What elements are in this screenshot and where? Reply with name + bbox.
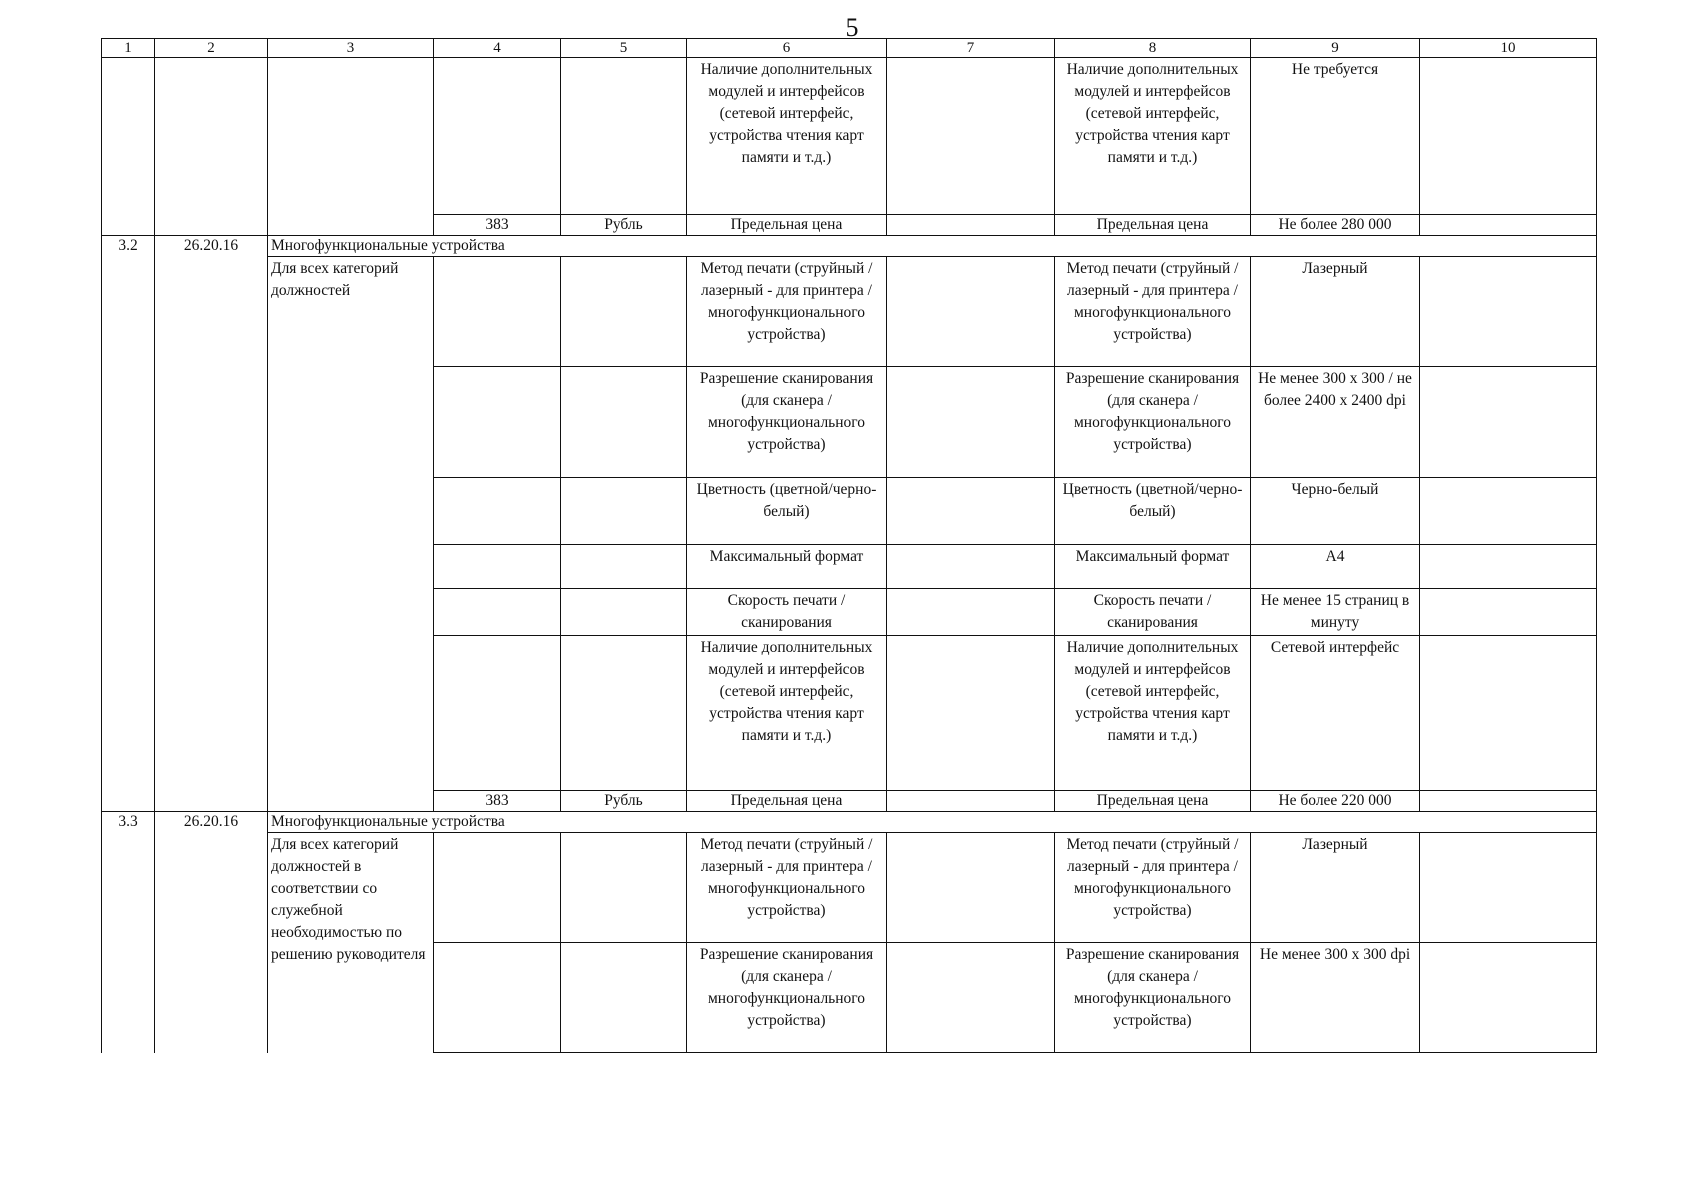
cell-characteristic: Цветность (цветной/черно-белый) <box>687 478 887 545</box>
column-number: 7 <box>887 39 1055 58</box>
cell-empty <box>887 943 1055 1053</box>
cell-value: Не более 220 000 <box>1251 791 1420 812</box>
cell-unit <box>561 833 687 943</box>
cell-value: Сетевой интерфейс <box>1251 636 1420 791</box>
cell-unit <box>561 943 687 1053</box>
cell-empty <box>887 545 1055 589</box>
cell-empty <box>1420 545 1597 589</box>
group-number: 3.3 <box>102 812 155 1053</box>
column-number: 10 <box>1420 39 1597 58</box>
column-number: 3 <box>268 39 434 58</box>
group-okpd: 26.20.16 <box>155 812 268 1053</box>
cell-unit <box>561 257 687 367</box>
cell-unit <box>561 58 687 215</box>
cell-empty <box>887 215 1055 236</box>
cell-empty <box>1420 215 1597 236</box>
column-number: 8 <box>1055 39 1251 58</box>
cell-okpd <box>155 58 268 236</box>
cell-empty <box>1420 943 1597 1053</box>
cell-empty <box>1420 478 1597 545</box>
cell-value: Не менее 15 страниц в минуту <box>1251 589 1420 636</box>
group-category: Для всех категорий должностей <box>268 257 434 812</box>
cell-characteristic: Скорость печати / сканирования <box>1055 589 1251 636</box>
cell-characteristic: Скорость печати / сканирования <box>687 589 887 636</box>
group-title: Многофункциональные устройства <box>268 236 1597 257</box>
cell-empty <box>1420 367 1597 478</box>
cell-characteristic: Наличие дополнительных модулей и интерфейсов (сетевой интерфейс, устройства чтения карт памяти и т.д.) <box>687 636 887 791</box>
cell-characteristic: Наличие дополнительных модулей и интерфейсов (сетевой интерфейс, устройства чтения карт памяти и т.д.) <box>1055 636 1251 791</box>
cell-empty <box>1420 257 1597 367</box>
cell-empty <box>1420 636 1597 791</box>
table-row <box>102 833 1597 943</box>
cell-unit: Рубль <box>561 791 687 812</box>
cell-empty <box>887 478 1055 545</box>
cell-value: Не требуется <box>1251 58 1420 215</box>
page-number: 5 <box>845 13 859 42</box>
group-category: Для всех категорий должностей в соответствии со служебной необходимостью по решению руководителя <box>268 833 434 1053</box>
cell-unit <box>561 478 687 545</box>
cell-empty <box>1420 589 1597 636</box>
group-number: 3.2 <box>102 236 155 812</box>
group-title: Многофункциональные устройства <box>268 812 1597 833</box>
cell-empty <box>887 791 1055 812</box>
cell-value: А4 <box>1251 545 1420 589</box>
cell-characteristic: Разрешение сканирования (для сканера / многофункционального устройства) <box>1055 367 1251 478</box>
cell-characteristic: Метод печати (струйный / лазерный - для принтера / многофункционального устройства) <box>1055 257 1251 367</box>
cell-code <box>434 833 561 943</box>
group-title-row <box>102 812 1597 833</box>
cell-characteristic: Разрешение сканирования (для сканера / многофункционального устройства) <box>687 367 887 478</box>
cell-unit <box>561 636 687 791</box>
column-number: 9 <box>1251 39 1420 58</box>
column-number: 5 <box>561 39 687 58</box>
table-row <box>102 58 1597 215</box>
cell-code <box>434 257 561 367</box>
cell-characteristic: Предельная цена <box>687 215 887 236</box>
cell-characteristic: Цветность (цветной/черно-белый) <box>1055 478 1251 545</box>
requirements-table <box>101 38 1597 1053</box>
cell-empty <box>887 257 1055 367</box>
cell-value: Не менее 300 x 300 dpi <box>1251 943 1420 1053</box>
cell-characteristic: Метод печати (струйный / лазерный - для принтера / многофункционального устройства) <box>687 257 887 367</box>
cell-characteristic: Наличие дополнительных модулей и интерфейсов (сетевой интерфейс, устройства чтения карт памяти и т.д.) <box>687 58 887 215</box>
cell-num <box>102 58 155 236</box>
cell-code <box>434 367 561 478</box>
cell-empty <box>887 367 1055 478</box>
cell-empty <box>887 58 1055 215</box>
column-number-row <box>102 39 1597 58</box>
cell-code <box>434 545 561 589</box>
cell-characteristic: Разрешение сканирования (для сканера / многофункционального устройства) <box>1055 943 1251 1053</box>
cell-code <box>434 943 561 1053</box>
cell-code <box>434 636 561 791</box>
cell-category <box>268 58 434 236</box>
cell-value: Не менее 300 x 300 / не более 2400 x 2400 dpi <box>1251 367 1420 478</box>
cell-code: 383 <box>434 215 561 236</box>
cell-empty <box>1420 833 1597 943</box>
cell-code <box>434 478 561 545</box>
cell-characteristic: Предельная цена <box>1055 215 1251 236</box>
column-number: 6 <box>687 39 887 58</box>
column-number: 2 <box>155 39 268 58</box>
cell-empty <box>1420 58 1597 215</box>
cell-characteristic: Максимальный формат <box>1055 545 1251 589</box>
cell-characteristic: Метод печати (струйный / лазерный - для принтера / многофункционального устройства) <box>1055 833 1251 943</box>
cell-characteristic: Метод печати (струйный / лазерный - для принтера / многофункционального устройства) <box>687 833 887 943</box>
cell-code <box>434 589 561 636</box>
cell-unit <box>561 545 687 589</box>
cell-unit: Рубль <box>561 215 687 236</box>
column-number: 1 <box>102 39 155 58</box>
table-row <box>102 257 1597 367</box>
cell-characteristic: Максимальный формат <box>687 545 887 589</box>
cell-value: Черно-белый <box>1251 478 1420 545</box>
cell-empty <box>887 589 1055 636</box>
column-number: 4 <box>434 39 561 58</box>
group-title-row <box>102 236 1597 257</box>
cell-value: Лазерный <box>1251 257 1420 367</box>
cell-empty <box>1420 791 1597 812</box>
cell-value: Лазерный <box>1251 833 1420 943</box>
group-okpd: 26.20.16 <box>155 236 268 812</box>
cell-code <box>434 58 561 215</box>
cell-characteristic: Предельная цена <box>687 791 887 812</box>
cell-characteristic: Разрешение сканирования (для сканера / многофункционального устройства) <box>687 943 887 1053</box>
cell-empty <box>887 636 1055 791</box>
cell-characteristic: Предельная цена <box>1055 791 1251 812</box>
cell-unit <box>561 367 687 478</box>
cell-value: Не более 280 000 <box>1251 215 1420 236</box>
cell-code: 383 <box>434 791 561 812</box>
cell-characteristic: Наличие дополнительных модулей и интерфейсов (сетевой интерфейс, устройства чтения карт памяти и т.д.) <box>1055 58 1251 215</box>
cell-empty <box>887 833 1055 943</box>
cell-unit <box>561 589 687 636</box>
